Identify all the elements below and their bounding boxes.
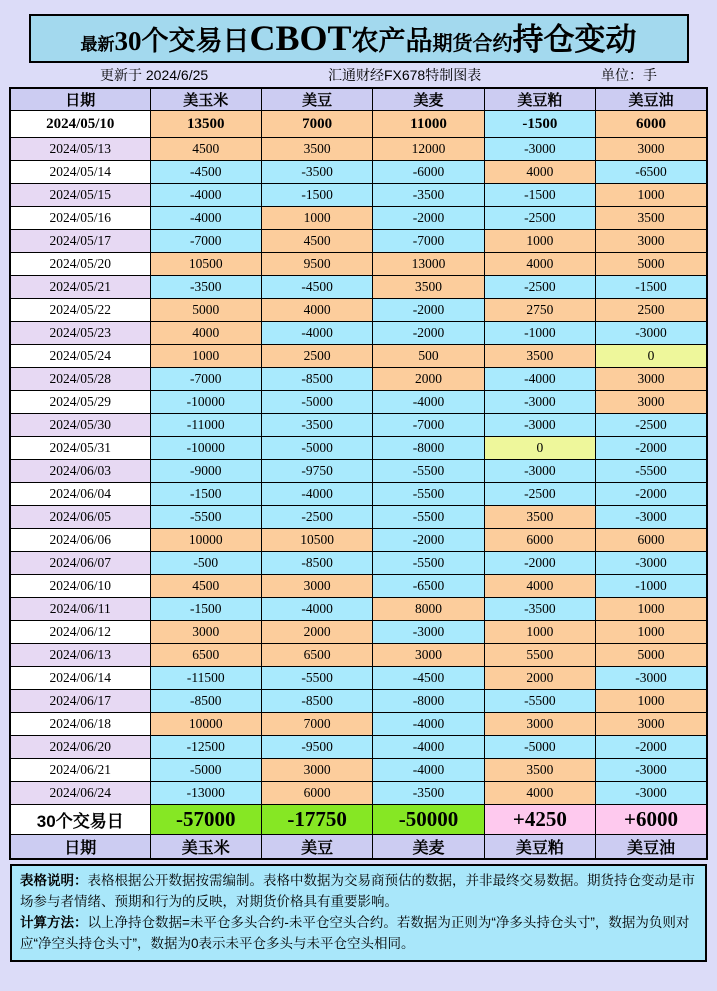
value-cell: 1000 bbox=[596, 184, 707, 207]
table-row bbox=[10, 391, 707, 414]
value-cell: -3000 bbox=[596, 667, 707, 690]
value-cell: 8000 bbox=[373, 598, 484, 621]
date-cell: 2024/05/29 bbox=[10, 391, 150, 414]
value-cell: 13000 bbox=[373, 253, 484, 276]
value-cell: -11000 bbox=[150, 414, 261, 437]
table-row bbox=[10, 460, 707, 483]
value-cell: -3000 bbox=[484, 414, 595, 437]
column-header-soyoil: 美豆油 bbox=[596, 88, 707, 111]
value-cell: -6000 bbox=[373, 161, 484, 184]
value-cell: -5000 bbox=[150, 759, 261, 782]
value-cell: -1500 bbox=[484, 184, 595, 207]
date-cell: 2024/05/30 bbox=[10, 414, 150, 437]
value-cell: -4000 bbox=[261, 598, 372, 621]
table-row bbox=[10, 598, 707, 621]
table-row bbox=[10, 368, 707, 391]
value-cell: -2500 bbox=[484, 276, 595, 299]
column-header-soybean: 美豆 bbox=[261, 88, 372, 111]
value-cell: 5000 bbox=[596, 253, 707, 276]
notes-section-method bbox=[20, 913, 697, 955]
value-cell: 1000 bbox=[261, 207, 372, 230]
date-cell: 2024/06/10 bbox=[10, 575, 150, 598]
value-cell: 10000 bbox=[150, 713, 261, 736]
table-row bbox=[10, 437, 707, 460]
date-cell: 2024/05/21 bbox=[10, 276, 150, 299]
table-row bbox=[10, 111, 707, 138]
notes-box bbox=[10, 864, 707, 962]
value-cell: 9500 bbox=[261, 253, 372, 276]
value-cell: -5500 bbox=[373, 483, 484, 506]
value-cell: -8500 bbox=[150, 690, 261, 713]
value-cell: 1000 bbox=[150, 345, 261, 368]
value-cell: 2000 bbox=[261, 621, 372, 644]
table-row bbox=[10, 345, 707, 368]
value-cell: -2500 bbox=[596, 414, 707, 437]
value-cell: -1500 bbox=[150, 483, 261, 506]
value-cell: -5500 bbox=[150, 506, 261, 529]
date-cell: 2024/06/18 bbox=[10, 713, 150, 736]
value-cell: -4000 bbox=[373, 759, 484, 782]
value-cell: -3000 bbox=[484, 138, 595, 161]
date-cell: 2024/06/11 bbox=[10, 598, 150, 621]
value-cell: -7000 bbox=[373, 230, 484, 253]
value-cell: -4000 bbox=[373, 391, 484, 414]
value-cell: -3000 bbox=[484, 391, 595, 414]
table-row bbox=[10, 667, 707, 690]
value-cell: -2000 bbox=[373, 529, 484, 552]
value-cell: -2500 bbox=[484, 483, 595, 506]
value-cell: -3500 bbox=[373, 184, 484, 207]
value-cell: 500 bbox=[373, 345, 484, 368]
footer-header-date: 日期 bbox=[10, 835, 150, 860]
value-cell: -4000 bbox=[150, 184, 261, 207]
table-row bbox=[10, 506, 707, 529]
value-cell: 1000 bbox=[596, 690, 707, 713]
value-cell: 4000 bbox=[484, 253, 595, 276]
value-cell: 3000 bbox=[596, 138, 707, 161]
date-cell: 2024/05/22 bbox=[10, 299, 150, 322]
table-row bbox=[10, 736, 707, 759]
value-cell: -3000 bbox=[596, 759, 707, 782]
value-cell: -13000 bbox=[150, 782, 261, 805]
table-row bbox=[10, 230, 707, 253]
value-cell: -4000 bbox=[373, 736, 484, 759]
notes-section-description bbox=[20, 871, 697, 913]
column-header-wheat: 美麦 bbox=[373, 88, 484, 111]
date-cell: 2024/06/12 bbox=[10, 621, 150, 644]
value-cell: -3000 bbox=[373, 621, 484, 644]
value-cell: 3000 bbox=[484, 713, 595, 736]
subtitle-row bbox=[0, 63, 717, 87]
value-cell: -2000 bbox=[373, 207, 484, 230]
date-cell: 2024/05/20 bbox=[10, 253, 150, 276]
date-cell: 2024/05/23 bbox=[10, 322, 150, 345]
value-cell: -5500 bbox=[484, 690, 595, 713]
table-row bbox=[10, 414, 707, 437]
page-title-days: 30个交易日 bbox=[114, 26, 250, 56]
value-cell: 13500 bbox=[150, 111, 261, 138]
value-cell: -3500 bbox=[150, 276, 261, 299]
value-cell: -1500 bbox=[484, 111, 595, 138]
value-cell: 4000 bbox=[484, 575, 595, 598]
value-cell: 7000 bbox=[261, 713, 372, 736]
page-title-cbot: CBOT bbox=[249, 18, 352, 58]
value-cell: -5000 bbox=[261, 437, 372, 460]
table-row bbox=[10, 782, 707, 805]
value-cell: -8500 bbox=[261, 368, 372, 391]
value-cell: -9000 bbox=[150, 460, 261, 483]
table-row bbox=[10, 138, 707, 161]
value-cell: -2000 bbox=[596, 437, 707, 460]
value-cell: -5500 bbox=[596, 460, 707, 483]
value-cell: -3000 bbox=[596, 322, 707, 345]
value-cell: 3000 bbox=[261, 759, 372, 782]
value-cell: -4000 bbox=[150, 207, 261, 230]
value-cell: -500 bbox=[150, 552, 261, 575]
value-cell: -5500 bbox=[373, 506, 484, 529]
date-cell: 2024/05/14 bbox=[10, 161, 150, 184]
value-cell: 3000 bbox=[596, 230, 707, 253]
table-row bbox=[10, 529, 707, 552]
summary-label: 30个交易日 bbox=[10, 805, 150, 835]
value-cell: -9500 bbox=[261, 736, 372, 759]
value-cell: 4000 bbox=[484, 782, 595, 805]
date-cell: 2024/06/03 bbox=[10, 460, 150, 483]
value-cell: -5500 bbox=[373, 460, 484, 483]
value-cell: 11000 bbox=[373, 111, 484, 138]
value-cell: -4000 bbox=[484, 368, 595, 391]
summary-cell-corn: -57000 bbox=[150, 805, 261, 835]
value-cell: -3500 bbox=[261, 414, 372, 437]
value-cell: -5500 bbox=[373, 552, 484, 575]
value-cell: 3000 bbox=[150, 621, 261, 644]
source-label: 汇通财经FX678特制图表 bbox=[327, 67, 482, 83]
value-cell: 10000 bbox=[150, 529, 261, 552]
date-cell: 2024/05/17 bbox=[10, 230, 150, 253]
date-cell: 2024/06/06 bbox=[10, 529, 150, 552]
summary-cell-wheat: -50000 bbox=[373, 805, 484, 835]
table-body bbox=[10, 111, 707, 805]
value-cell: -2000 bbox=[596, 736, 707, 759]
table-header-row bbox=[10, 88, 707, 111]
value-cell: -2000 bbox=[484, 552, 595, 575]
date-cell: 2024/05/16 bbox=[10, 207, 150, 230]
notes-text-method: 以上净持仓数据=未平仓多头合约-未平仓空头合约。若数据为正则为“净多头持仓头寸”，数据为负则对应“净空头持仓头寸”，数据为0表示未平仓多头与未平仓空头相同。 bbox=[20, 914, 690, 951]
value-cell: -6500 bbox=[373, 575, 484, 598]
value-cell: -8500 bbox=[261, 552, 372, 575]
value-cell: -4000 bbox=[261, 483, 372, 506]
column-header-soymeal: 美豆粕 bbox=[484, 88, 595, 111]
value-cell: -1500 bbox=[261, 184, 372, 207]
value-cell: -5500 bbox=[261, 667, 372, 690]
date-cell: 2024/06/21 bbox=[10, 759, 150, 782]
value-cell: 10500 bbox=[261, 529, 372, 552]
value-cell: -3500 bbox=[261, 161, 372, 184]
value-cell: 3500 bbox=[484, 345, 595, 368]
table-row bbox=[10, 575, 707, 598]
value-cell: 3500 bbox=[484, 759, 595, 782]
date-cell: 2024/06/05 bbox=[10, 506, 150, 529]
value-cell: -11500 bbox=[150, 667, 261, 690]
value-cell: -4500 bbox=[373, 667, 484, 690]
date-cell: 2024/05/24 bbox=[10, 345, 150, 368]
date-cell: 2024/06/07 bbox=[10, 552, 150, 575]
table-row bbox=[10, 207, 707, 230]
table-row bbox=[10, 161, 707, 184]
value-cell: -3000 bbox=[596, 506, 707, 529]
value-cell: -3500 bbox=[484, 598, 595, 621]
value-cell: -7000 bbox=[373, 414, 484, 437]
table-row bbox=[10, 552, 707, 575]
footer-header-soybean: 美豆 bbox=[261, 835, 372, 860]
value-cell: -12500 bbox=[150, 736, 261, 759]
value-cell: 1000 bbox=[484, 621, 595, 644]
value-cell: -8500 bbox=[261, 690, 372, 713]
value-cell: 12000 bbox=[373, 138, 484, 161]
summary-cell-soymeal: +4250 bbox=[484, 805, 595, 835]
value-cell: 10500 bbox=[150, 253, 261, 276]
value-cell: 3000 bbox=[596, 713, 707, 736]
value-cell: 1000 bbox=[596, 598, 707, 621]
date-cell: 2024/05/15 bbox=[10, 184, 150, 207]
value-cell: -3000 bbox=[484, 460, 595, 483]
value-cell: -7000 bbox=[150, 368, 261, 391]
title-box bbox=[29, 14, 689, 63]
value-cell: -5000 bbox=[261, 391, 372, 414]
value-cell: -4500 bbox=[261, 276, 372, 299]
value-cell: -1000 bbox=[596, 575, 707, 598]
table-footer-row bbox=[10, 835, 707, 860]
value-cell: 3500 bbox=[373, 276, 484, 299]
summary-cell-soybean: -17750 bbox=[261, 805, 372, 835]
table-row bbox=[10, 184, 707, 207]
value-cell: 6000 bbox=[484, 529, 595, 552]
table-row bbox=[10, 322, 707, 345]
date-cell: 2024/05/31 bbox=[10, 437, 150, 460]
column-header-date: 日期 bbox=[10, 88, 150, 111]
notes-label-method: 计算方法： bbox=[20, 914, 88, 930]
value-cell: 4500 bbox=[150, 575, 261, 598]
value-cell: 0 bbox=[596, 345, 707, 368]
value-cell: 2500 bbox=[261, 345, 372, 368]
value-cell: 4000 bbox=[261, 299, 372, 322]
value-cell: -1500 bbox=[596, 276, 707, 299]
value-cell: -4500 bbox=[150, 161, 261, 184]
value-cell: 0 bbox=[484, 437, 595, 460]
date-cell: 2024/05/28 bbox=[10, 368, 150, 391]
value-cell: -2500 bbox=[261, 506, 372, 529]
page-title-prefix: 最新 bbox=[80, 35, 115, 54]
value-cell: -2000 bbox=[596, 483, 707, 506]
value-cell: 3500 bbox=[484, 506, 595, 529]
value-cell: 6000 bbox=[596, 529, 707, 552]
value-cell: 2500 bbox=[596, 299, 707, 322]
value-cell: -4000 bbox=[373, 713, 484, 736]
value-cell: 2750 bbox=[484, 299, 595, 322]
date-cell: 2024/06/14 bbox=[10, 667, 150, 690]
date-cell: 2024/06/17 bbox=[10, 690, 150, 713]
summary-row bbox=[10, 805, 707, 835]
notes-text-description: 表格根据公开数据按需编制。表格中数据为交易商预估的数据，并非最终交易数据。期货持仓变动是市场参与者情绪、预期和行为的反映，对期货价格具有重要影响。 bbox=[20, 873, 695, 909]
value-cell: 4500 bbox=[261, 230, 372, 253]
date-cell: 2024/06/20 bbox=[10, 736, 150, 759]
table-row bbox=[10, 621, 707, 644]
value-cell: 6500 bbox=[150, 644, 261, 667]
table-row bbox=[10, 644, 707, 667]
table-row bbox=[10, 713, 707, 736]
value-cell: -5000 bbox=[484, 736, 595, 759]
value-cell: 5500 bbox=[484, 644, 595, 667]
notes-label-description: 表格说明： bbox=[20, 873, 88, 888]
value-cell: -4000 bbox=[261, 322, 372, 345]
value-cell: -3000 bbox=[596, 782, 707, 805]
page-title-positions: 持仓变动 bbox=[512, 22, 637, 57]
value-cell: -2000 bbox=[373, 299, 484, 322]
footer-header-soyoil: 美豆油 bbox=[596, 835, 707, 860]
value-cell: 1000 bbox=[484, 230, 595, 253]
value-cell: 1000 bbox=[596, 621, 707, 644]
value-cell: -8000 bbox=[373, 690, 484, 713]
date-cell: 2024/06/13 bbox=[10, 644, 150, 667]
table-row bbox=[10, 299, 707, 322]
table-row bbox=[10, 276, 707, 299]
value-cell: 6000 bbox=[596, 111, 707, 138]
value-cell: 3500 bbox=[261, 138, 372, 161]
date-cell: 2024/06/24 bbox=[10, 782, 150, 805]
footer-header-wheat: 美麦 bbox=[373, 835, 484, 860]
value-cell: 5000 bbox=[150, 299, 261, 322]
value-cell: -3000 bbox=[596, 552, 707, 575]
value-cell: 7000 bbox=[261, 111, 372, 138]
date-cell: 2024/05/10 bbox=[10, 111, 150, 138]
value-cell: 3500 bbox=[596, 207, 707, 230]
footer-header-corn: 美玉米 bbox=[150, 835, 261, 860]
value-cell: -9750 bbox=[261, 460, 372, 483]
value-cell: 3000 bbox=[261, 575, 372, 598]
date-cell: 2024/05/13 bbox=[10, 138, 150, 161]
page-title-products: 农产品 bbox=[351, 26, 433, 56]
value-cell: 4000 bbox=[150, 322, 261, 345]
value-cell: 3000 bbox=[596, 391, 707, 414]
value-cell: 3000 bbox=[596, 368, 707, 391]
summary-cell-soyoil: +6000 bbox=[596, 805, 707, 835]
value-cell: -6500 bbox=[596, 161, 707, 184]
value-cell: -1000 bbox=[484, 322, 595, 345]
value-cell: 3000 bbox=[373, 644, 484, 667]
positions-table bbox=[9, 87, 708, 860]
value-cell: 2000 bbox=[373, 368, 484, 391]
table-row bbox=[10, 690, 707, 713]
value-cell: -10000 bbox=[150, 391, 261, 414]
value-cell: -8000 bbox=[373, 437, 484, 460]
unit-label: 单位：手 bbox=[600, 67, 657, 83]
value-cell: 4000 bbox=[484, 161, 595, 184]
value-cell: -1500 bbox=[150, 598, 261, 621]
value-cell: 4500 bbox=[150, 138, 261, 161]
value-cell: -2500 bbox=[484, 207, 595, 230]
value-cell: 5000 bbox=[596, 644, 707, 667]
footer-header-soymeal: 美豆粕 bbox=[484, 835, 595, 860]
date-cell: 2024/06/04 bbox=[10, 483, 150, 506]
value-cell: 6000 bbox=[261, 782, 372, 805]
update-date-label: 更新于 2024/6/25 bbox=[100, 67, 209, 83]
value-cell: 2000 bbox=[484, 667, 595, 690]
value-cell: -10000 bbox=[150, 437, 261, 460]
page-title-contracts: 期货合约 bbox=[432, 33, 513, 55]
value-cell: -3500 bbox=[373, 782, 484, 805]
value-cell: -2000 bbox=[373, 322, 484, 345]
column-header-corn: 美玉米 bbox=[150, 88, 261, 111]
value-cell: -7000 bbox=[150, 230, 261, 253]
table-row bbox=[10, 759, 707, 782]
value-cell: 6500 bbox=[261, 644, 372, 667]
table-row bbox=[10, 483, 707, 506]
table-row bbox=[10, 253, 707, 276]
